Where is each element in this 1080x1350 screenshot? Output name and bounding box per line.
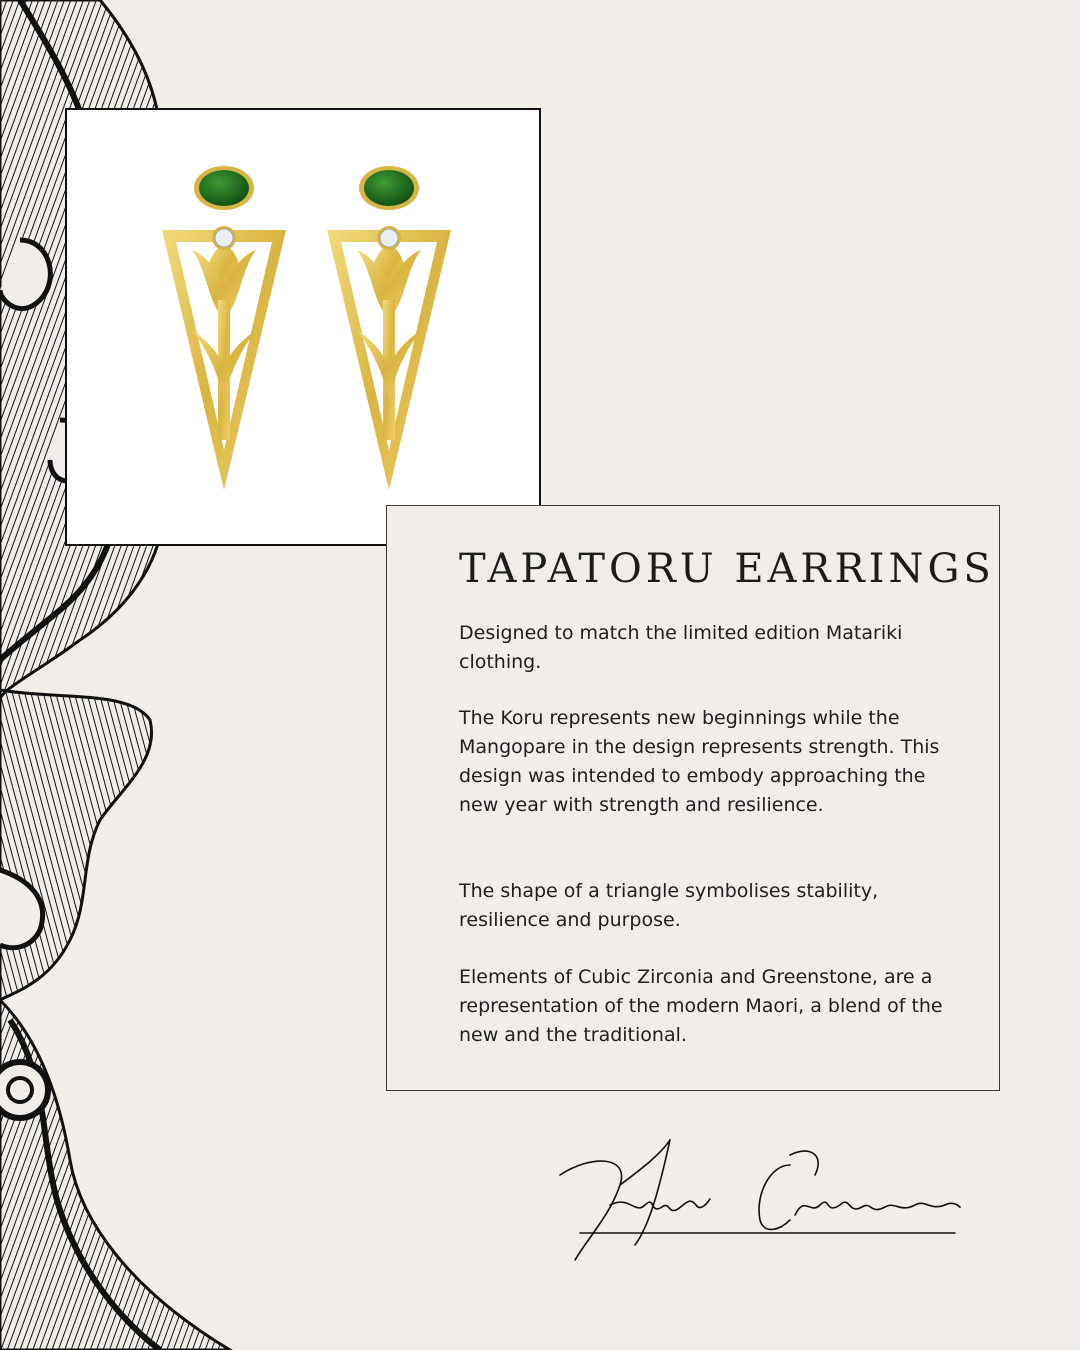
description-paragraph-1: Designed to match the limited edition Matariki clothing. — [459, 622, 903, 673]
product-photo-frame — [65, 108, 541, 546]
signature-logo — [550, 1135, 970, 1275]
left-earring — [162, 166, 286, 490]
earrings-photo — [67, 110, 539, 544]
product-description-card — [386, 505, 1000, 1091]
right-earring — [327, 166, 451, 490]
description-paragraph-4: Elements of Cubic Zirconia and Greenstone, are a representation of the modern Maori, a blend of the new and the traditional. — [459, 966, 943, 1046]
product-title: TAPATORU EARRINGS — [459, 546, 995, 592]
description-paragraph-3: The shape of a triangle symbolises stability, resilience and purpose. — [459, 880, 879, 931]
description-paragraph-2: The Koru represents new beginnings while the Mangopare in the design represents strength. This design was intended to embody approaching the new year with strength and resilience. — [459, 707, 940, 816]
